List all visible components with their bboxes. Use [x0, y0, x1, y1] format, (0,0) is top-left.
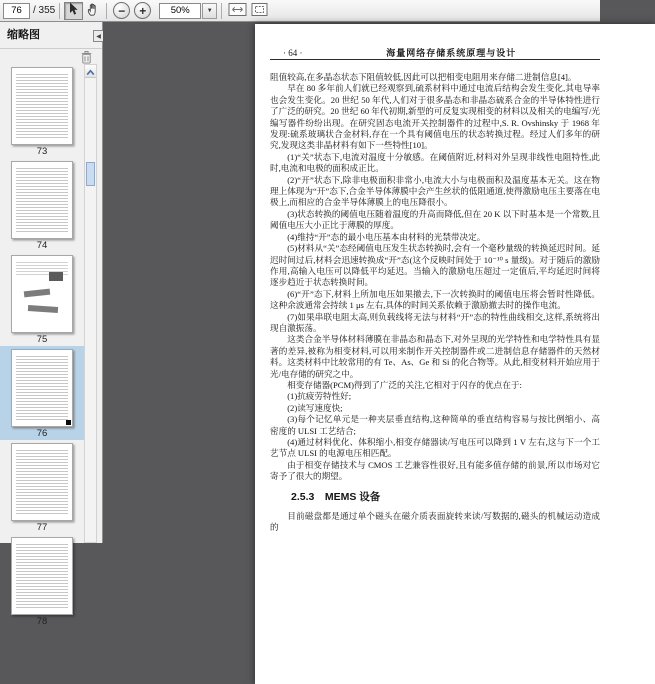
thumbnail-item-page-77[interactable] [0, 440, 84, 534]
page-body-text [270, 72, 600, 533]
zoom-level-input[interactable] [159, 3, 201, 19]
thumbnails-panel-header [0, 22, 102, 49]
thumbnail-page-number: 77 [36, 522, 48, 533]
chevron-up-icon [86, 64, 95, 79]
thumbnails-panel [0, 22, 103, 627]
zoom-out-button[interactable]: − [113, 2, 130, 19]
fit-width-icon [228, 2, 247, 20]
hand-icon [86, 2, 100, 20]
section-heading: 2.5.3 MEMS 设备 [291, 490, 381, 503]
sidebar-scrollbar[interactable] [84, 64, 97, 543]
header-rule [270, 59, 600, 60]
thumbnail-figure [24, 289, 50, 298]
page-folio: · 64 · [283, 48, 303, 58]
toolbar-separator [59, 3, 60, 19]
document-page [255, 24, 655, 684]
thumbnail-text-lines [16, 74, 68, 140]
thumbnail-figure [49, 272, 63, 281]
thumbnail-page-number: 75 [36, 334, 48, 345]
paragraph: 由于相变存储技术与 CMOS 工艺兼容性很好,且有能多值存储的前景,所以市场对它寄予了很大的期望。 [270, 459, 600, 482]
thumbnail-item-page-78[interactable] [0, 534, 84, 628]
hand-tool-button[interactable] [83, 2, 102, 20]
thumbnail-text-lines [16, 356, 68, 422]
thumbnails-panel-title: 缩略图 [7, 29, 40, 41]
thumbnail-page-preview[interactable] [11, 67, 73, 145]
current-view-indicator [66, 420, 71, 425]
thumbnail-page-preview[interactable] [11, 443, 73, 521]
chevron-left-icon: ◀ [96, 33, 101, 40]
paragraph: (6)“开”态下,材料上所加电压如果撤去,下一次转换时的阈值电压将会暂时性降低。这种余波通常会持续 1 μs 左右,具体的时间关系依赖于激励撤去时的操作电流。 [270, 288, 600, 311]
thumbnail-item-page-74[interactable] [0, 158, 84, 252]
main-toolbar [0, 0, 600, 22]
thumbnail-text-lines [16, 168, 68, 234]
paragraph: (2)“开”状态下,除非电极面积非常小,电流大小与电极面积及温度基本无关。这在物理上体现为“开”态下,合金半导体薄膜中会产生丝状的低阻通道,使得激励电压主要落在电极上,而相应的合金半导体薄膜上的电压降很小。 [270, 174, 600, 208]
cursor-arrow-icon [68, 2, 79, 19]
document-viewer[interactable] [103, 22, 600, 543]
paragraph: (3)状态转换的阈值电压随着温度的升高而降低,但在 20 K 以下时基本是一个常数,且阈值电压大小正比于薄膜的厚度。 [270, 208, 600, 231]
paragraph: (4)维持“开”态的最小电压基本由材料的光禁带决定。 [287, 231, 486, 242]
paragraph: (2)读写速度快; [287, 402, 343, 413]
thumbnail-list [0, 64, 84, 627]
thumbnail-item-page-75[interactable] [0, 252, 84, 346]
thumbnail-figure [28, 305, 58, 313]
thumbnail-page-number: 74 [36, 240, 48, 251]
fit-page-icon [251, 2, 268, 20]
paragraph: (4)通过材料优化、体积缩小,相变存储器读/写电压可以降到 1 V 左右,这与下一个工艺节点 ULSI 的电源电压相匹配。 [270, 437, 600, 459]
thumbnail-text-lines [16, 450, 68, 516]
thumbnail-item-page-73[interactable] [0, 64, 84, 158]
paragraph: (7)如果串联电阻太高,则负载线将无法与材料“开”态的特性曲线相交,这样,系统将出现自激振荡。 [270, 311, 600, 333]
paragraph: 早在 80 多年前人们就已经观察到,硫系材料中通过电流后结构会发生变化,其电导率也会发生变化。20 世纪 50 年代,人们对于很多晶态和非晶态硫系合金的半导体特性进行了广泛的研究。20 世纪 60 年代初期,新型的可反复实现相变的材料以及相关的电编写/光编写器件纷纷出现。在研究固态电流开关控制器件的过程中,S. R. Ovshinsky 于 1968 年发现:硫系玻璃状合金材料,存在一个具有阈值电压的状态转换过程。经过人们多年的研究,发现这类非晶材料有如下一些特性[10]。 [270, 83, 600, 151]
page-count-label: / 355 [33, 5, 56, 16]
fit-width-button[interactable] [227, 2, 247, 19]
page-running-header [270, 46, 600, 57]
paragraph: (1)抗疲劳特性好; [287, 391, 352, 402]
paragraph: (5)材料从“关”态经阈值电压发生状态转换时,会有一个毫秒量级的转换延迟时间。延迟时间过后,材料会迅速转换成“开”态(这个反映时间处于 10⁻¹⁰ s 量级)。对于随后的激励作用,高输入电压可以降低平均延迟。当输入的激励电压超过一定值后,平均延迟时间将逐步趋近于状态转换时间。 [270, 243, 600, 288]
thumbnail-page-preview[interactable] [11, 255, 73, 333]
thumbnail-page-preview[interactable] [11, 537, 73, 615]
fit-page-button[interactable] [249, 2, 269, 19]
paragraph: (3)每个记忆单元是一种夹层垂直结构,这种简单的垂直结构容易与按比例缩小、高密度的 ULSI 工艺结合; [270, 414, 600, 436]
thumbnail-item-page-76[interactable] [0, 346, 84, 440]
chevron-down-icon: ▼ [206, 7, 213, 14]
thumbnail-page-number: 73 [36, 146, 48, 157]
paragraph: 目前磁盘都是通过单个磁头在磁介质表面旋转来读/写数据的,磁头的机械运动造成的 [270, 510, 600, 533]
toolbar-separator [221, 3, 222, 19]
zoom-in-button[interactable]: + [134, 2, 151, 19]
paragraph: 相变存储器(PCM)得到了广泛的关注,它相对于闪存的优点在于: [287, 379, 522, 390]
thumbnail-page-preview[interactable] [11, 349, 73, 427]
scrollbar-thumb[interactable] [86, 162, 95, 186]
paragraph: 阻值较高,在多晶态状态下阻值较低,因此可以把相变电阻用来存储二进制信息[4]。 [270, 72, 577, 82]
paragraph: 这类合金半导体材料薄膜在非晶态和晶态下,对外呈现的光学特性和电学特性具有显著的差异,被称为相变材料,可以用来制作开关控制器件或二进制信息存储器件的天然材料。这类材料中比较常用的有 Te、As、Ge 和 Si 的化合物等。从此,相变材料开始应用于光/电存储的研究之中。 [270, 334, 600, 379]
thumbnail-page-preview[interactable] [11, 161, 73, 239]
thumbnail-page-number: 78 [36, 616, 48, 627]
toolbar-separator [106, 3, 107, 19]
zoom-dropdown-button[interactable] [202, 3, 217, 19]
thumbnail-text-lines [16, 544, 68, 610]
paragraph: (1)“关”状态下,电流对温度十分敏感。在阈值附近,材料对外呈现非线性电阻特性,此时,电流和电极的面积成正比。 [270, 151, 600, 174]
page-number-input[interactable] [3, 3, 30, 19]
scroll-up-button[interactable] [85, 65, 96, 78]
book-title: 海量网络存储系统原理与设计 [386, 48, 517, 58]
select-tool-button[interactable] [64, 2, 83, 20]
thumbnail-page-number: 76 [36, 428, 48, 439]
